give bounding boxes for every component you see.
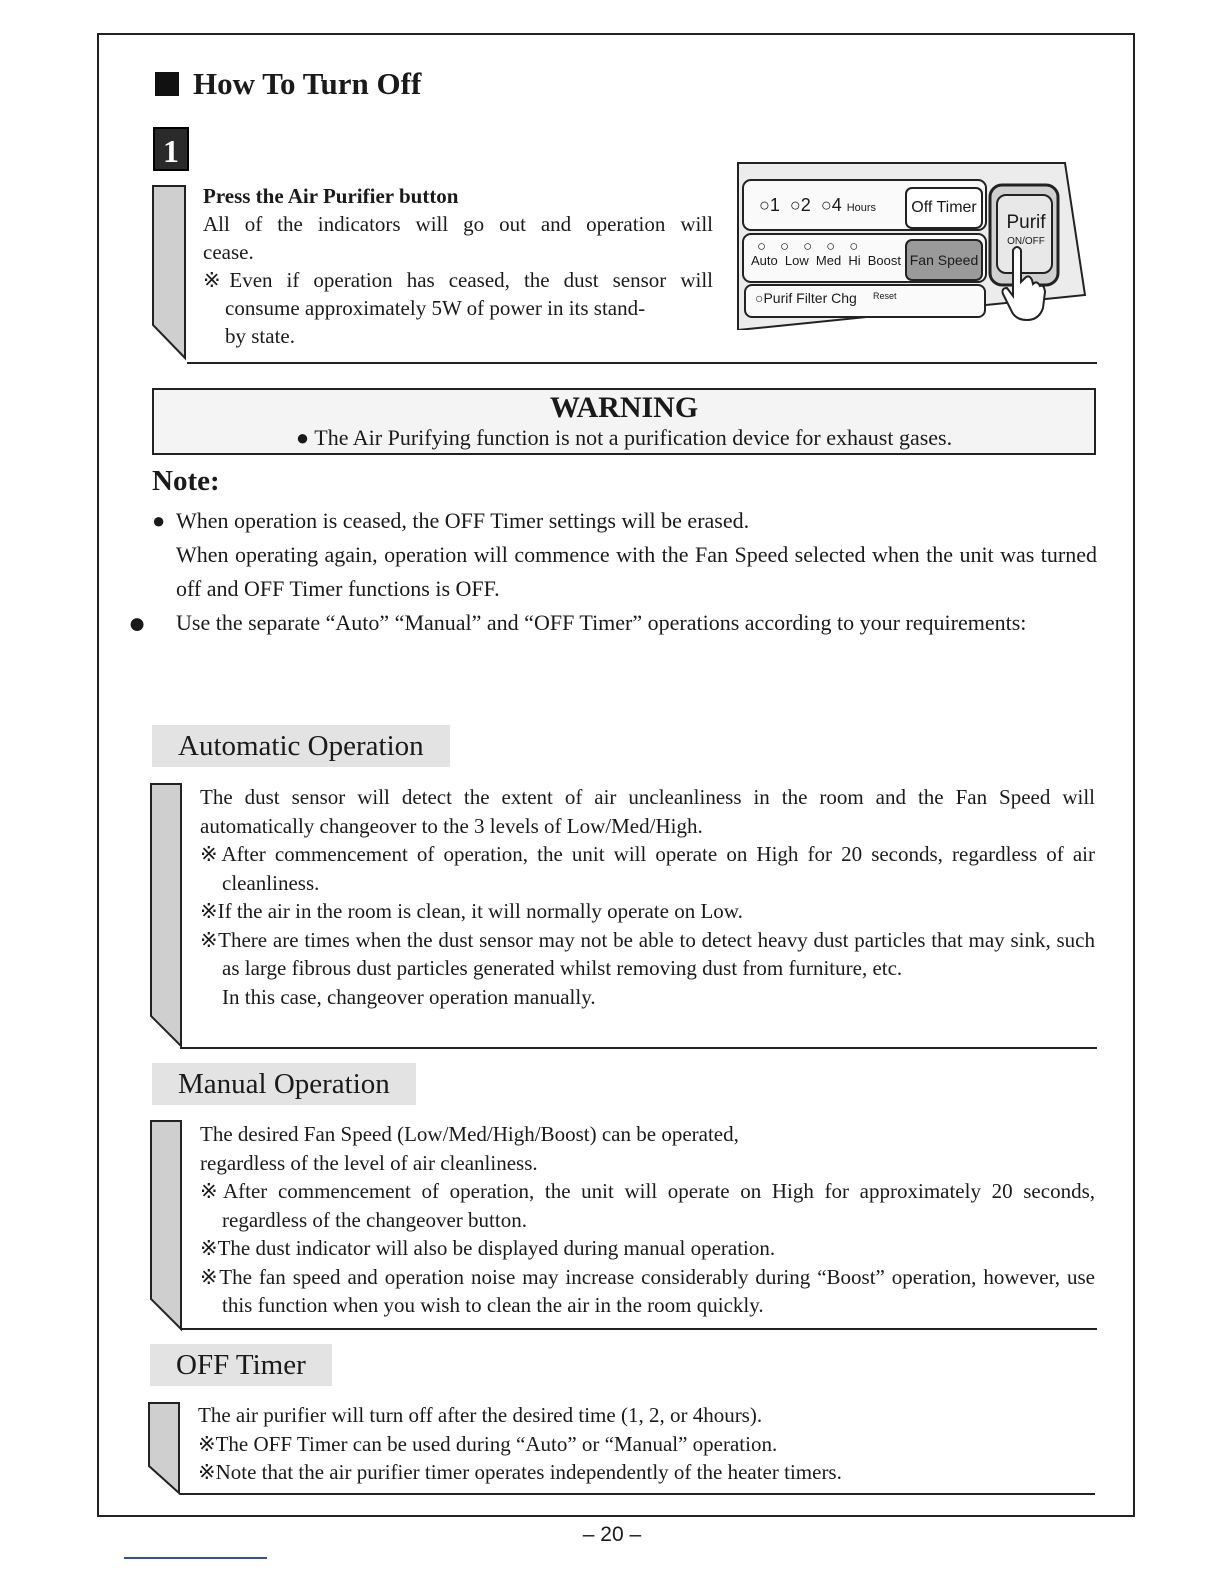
fan-label-med: Med <box>815 253 842 268</box>
bullet-icon: ● <box>128 607 147 640</box>
step-line-1: All of the indicators will go out and operation will <box>203 212 713 236</box>
filter-indicator <box>755 290 857 306</box>
manual-n3: ※The fan speed and operation noise may increase considerably during “Boost” operation, however, use this function when you wish to clean the air in the room quickly. <box>200 1264 1095 1317</box>
heading-square-icon <box>155 72 179 96</box>
offtimer-text <box>198 1401 1093 1487</box>
timer-led-icon: ○ <box>789 195 801 215</box>
step-note-2: consume approximately 5W of power in its stand- <box>225 296 646 320</box>
timer-4-label: 4 <box>831 195 842 215</box>
auto-n1: ※After commencement of operation, the unit will operate on High for 20 seconds, regardless of air cleanliness. <box>200 842 1095 895</box>
purif-button[interactable]: Purif <box>1006 212 1046 233</box>
warning-body: The Air Purifying function is not a purification device for exhaust gases. <box>314 425 953 450</box>
auto-text <box>200 783 1095 1011</box>
offtimer-n1: ※The OFF Timer can be used during “Auto” or “Manual” operation. <box>198 1431 778 1456</box>
step-bracket <box>150 183 190 361</box>
note-p1: When operation is ceased, the OFF Timer settings will be erased. <box>176 508 750 533</box>
manual-n1: ※After commencement of operation, the unit will operate on High for approximately 20 seconds, regardless of the changeover button. <box>200 1179 1095 1232</box>
manual-divider <box>180 1328 1097 1330</box>
timer-2-label: 2 <box>800 195 811 215</box>
note-p1b: When operating again, operation will commence with the Fan Speed selected when the unit was turned off and OFF Timer functions is OFF. <box>176 542 1097 601</box>
auto-divider <box>180 1047 1097 1049</box>
warning-line <box>154 425 1094 451</box>
offtimer-p1: The air purifier will turn off after the desired time (1, 2, or 4hours). <box>198 1403 763 1427</box>
fan-label-hi: Hi <box>848 253 861 268</box>
note-body <box>128 504 1097 641</box>
auto-n3: ※There are times when the dust sensor may not be able to detect heavy dust particles that may sink, such as large fibrous dust particles generated whilst removing dust from furniture, etc. <box>200 927 1095 980</box>
manual-text <box>200 1120 1095 1320</box>
offtimer-divider <box>180 1493 1095 1495</box>
fan-label-boost: Boost <box>867 253 901 268</box>
page-number: – 20 – <box>582 1523 642 1546</box>
section-heading-auto: Automatic Operation <box>152 725 450 767</box>
pointing-hand-icon <box>999 242 1049 324</box>
manual-n2: ※The dust indicator will also be displayed during manual operation. <box>200 1236 776 1260</box>
filter-led-icon: ○ <box>755 290 764 306</box>
bullet-icon: ● <box>152 508 166 533</box>
section-heading-manual: Manual Operation <box>152 1063 416 1105</box>
auto-p1: The dust sensor will detect the extent of air uncleanliness in the room and the Fan Speed will automatically changeover to the 3 levels of Low/Med/High. <box>200 785 1095 838</box>
auto-n2: ※If the air in the room is clean, it will normally operate on Low. <box>200 899 743 923</box>
fan-indicators <box>751 240 901 268</box>
warning-title: WARNING <box>549 391 699 424</box>
timer-led-icon: ○ <box>820 195 832 215</box>
offtimer-bracket <box>146 1400 184 1496</box>
timer-indicators <box>759 195 876 216</box>
manual-bracket <box>148 1118 186 1332</box>
reset-label[interactable]: Reset <box>873 291 897 301</box>
filter-label: Purif Filter Chg <box>763 290 857 306</box>
note-p2: Use the separate “Auto” “Manual” and “OFF Timer” operations according to your requirements: <box>176 610 1027 635</box>
section-heading-offtimer: OFF Timer <box>150 1344 332 1386</box>
note-title: Note: <box>152 465 220 497</box>
footer-line <box>124 1557 267 1559</box>
onoff-label: ON/OFF <box>1007 236 1045 247</box>
step-note-1: ※Even if operation has ceased, the dust sensor will <box>203 268 713 292</box>
step-text <box>203 182 713 350</box>
step-number-badge: 1 <box>153 127 189 171</box>
fan-label-auto: Auto <box>751 253 778 268</box>
manual-p2: regardless of the level of air cleanliness. <box>200 1150 538 1175</box>
page-heading: How To Turn Off <box>155 66 421 102</box>
step-note-3: by state. <box>225 324 295 348</box>
step-line-2: cease. <box>203 240 254 264</box>
timer-led-icon: ○ <box>759 195 770 215</box>
auto-bracket <box>148 781 186 1049</box>
timer-1-label: 1 <box>769 195 780 215</box>
step-divider <box>187 362 1097 364</box>
bullet-icon: ● <box>295 425 315 450</box>
fan-speed-button[interactable]: Fan Speed <box>905 239 983 281</box>
fan-led-row-icon: ○○○○○ <box>757 238 873 255</box>
control-panel-illustration <box>735 160 1095 330</box>
hours-label: Hours <box>846 202 877 214</box>
manual-p1: The desired Fan Speed (Low/Med/High/Boost) can be operated, <box>200 1122 739 1146</box>
offtimer-n2: ※Note that the air purifier timer operates independently of the heater timers. <box>198 1460 842 1484</box>
warning-box <box>152 388 1096 455</box>
step-title: Press the Air Purifier button <box>203 184 459 208</box>
off-timer-button[interactable]: Off Timer <box>905 187 983 229</box>
auto-n4: In this case, changeover operation manually. <box>222 984 596 1009</box>
fan-label-low: Low <box>784 253 809 268</box>
